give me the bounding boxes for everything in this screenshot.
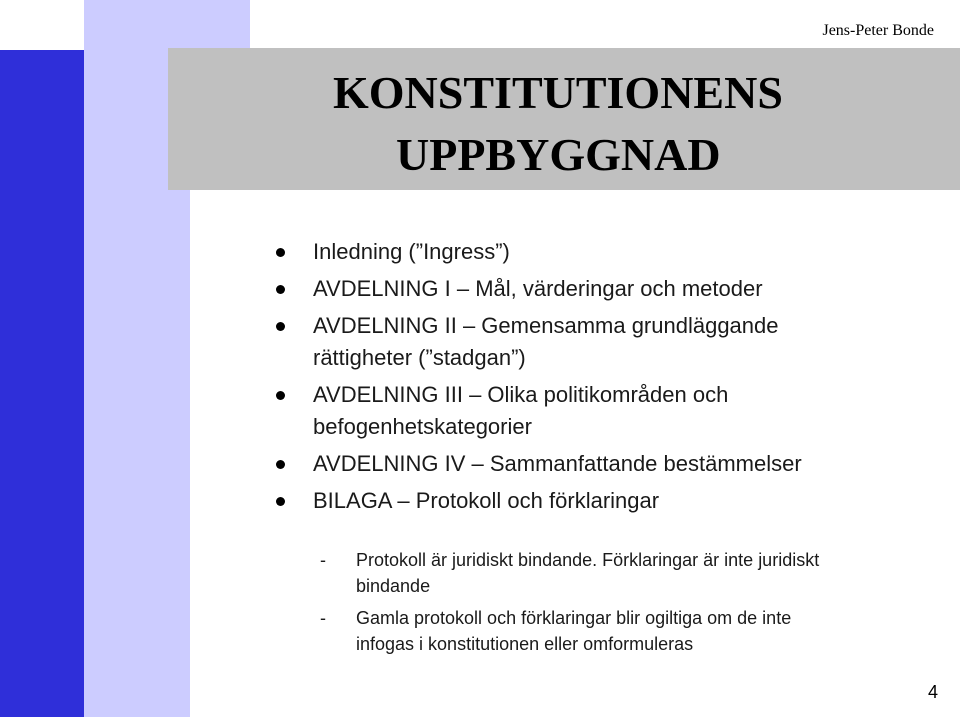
bullet-text-continued: rättigheter (”stadgan”) xyxy=(313,345,526,370)
bullet-item xyxy=(273,448,913,480)
bullet-dot-icon xyxy=(276,497,285,506)
dash-marker: - xyxy=(320,608,326,628)
sub-bullet-text-continued: bindande xyxy=(356,576,431,596)
sub-bullet-text-continued: infogas i konstitutionen eller omformuleras xyxy=(356,634,694,654)
bullet-dot-icon xyxy=(276,248,285,257)
sub-bullet-list xyxy=(316,547,936,663)
dash-marker: - xyxy=(320,550,326,570)
bullet-item xyxy=(273,273,913,305)
bullet-text: BILAGA – Protokoll och förklaringar xyxy=(313,488,660,513)
bullet-dot-icon xyxy=(276,391,285,400)
bullet-item xyxy=(273,236,913,268)
slide-title xyxy=(333,62,933,186)
bullet-item xyxy=(273,379,913,443)
sub-bullet-text: Gamla protokoll och förklaringar blir ogiltiga om de inte xyxy=(356,608,792,628)
bullet-text: AVDELNING IV – Sammanfattande bestämmelser xyxy=(313,451,802,476)
bullet-text-continued: befogenhetskategorier xyxy=(313,414,532,439)
bullet-text: AVDELNING III – Olika politikområden och xyxy=(313,382,729,407)
bullet-dot-icon xyxy=(276,285,285,294)
author-name: Jens-Peter Bonde xyxy=(822,22,934,39)
slide-title-line-2: UPPBYGGNAD xyxy=(396,129,721,180)
bullet-text: AVDELNING I – Mål, värderingar och metoder xyxy=(313,276,763,301)
bullet-text: Inledning (”Ingress”) xyxy=(313,239,510,264)
bullet-text: AVDELNING II – Gemensamma grundläggande xyxy=(313,313,779,338)
page-number: 4 xyxy=(927,682,938,702)
bullet-item xyxy=(273,485,913,517)
bullet-dot-icon xyxy=(276,460,285,469)
bullet-dot-icon xyxy=(276,322,285,331)
bullet-item xyxy=(273,310,913,374)
slide-title-line-1: KONSTITUTIONENS xyxy=(333,67,783,118)
bullet-list xyxy=(273,236,913,522)
sub-bullet-item xyxy=(316,605,936,657)
sub-bullet-text: Protokoll är juridiskt bindande. Förklaringar är inte juridiskt xyxy=(356,550,820,570)
sub-bullet-item xyxy=(316,547,936,599)
